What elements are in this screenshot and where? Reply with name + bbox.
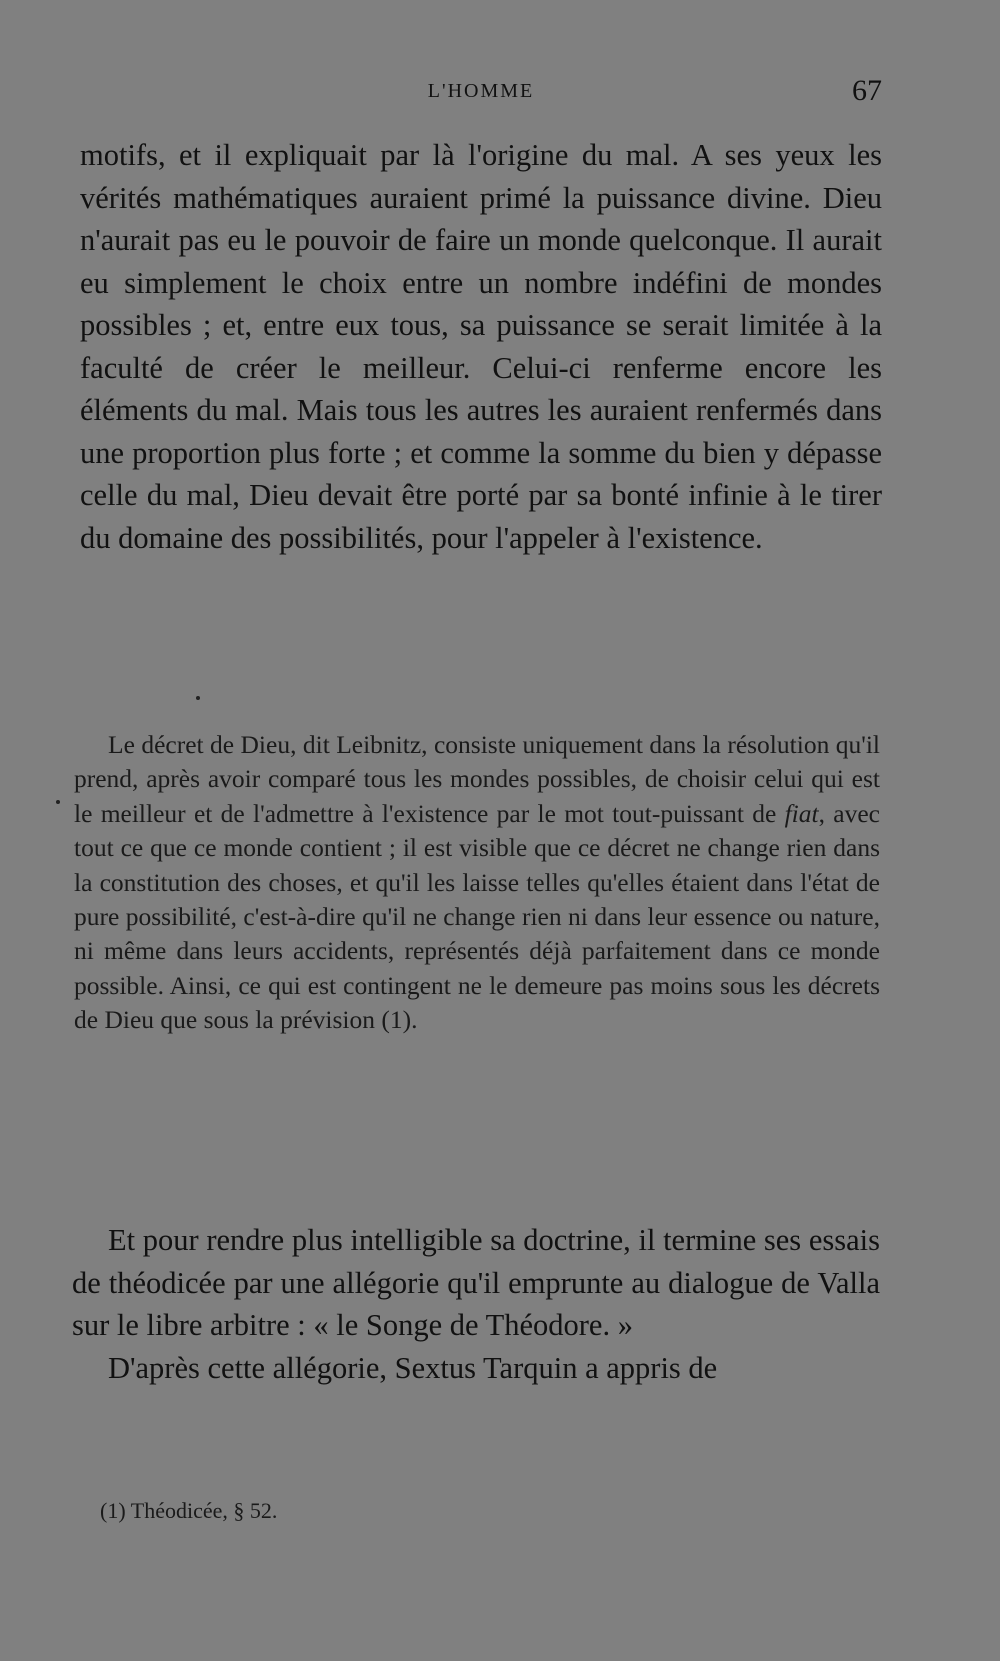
print-speck bbox=[196, 696, 200, 700]
quotation-text-start: Le décret de Dieu, dit Leibnitz, consiste uniquement dans la résolution qu'il prend, après avoir comparé tous les mondes possibles, de choisir celui qui est le meilleur et de l'admettre à l'existence par le mot tout-puissant de bbox=[74, 730, 880, 828]
paragraph-3: D'après cette allégorie, Sextus Tarquin a appris de bbox=[108, 1350, 718, 1385]
paragraph-1: motifs, et il expliquait par là l'origine du mal. A ses yeux les vérités mathématiques auraient primé la puissance divine. Dieu n'aurait pas eu le pouvoir de faire un monde quelconque. Il aurait eu simplement le choix entre un nombre indéfini de mondes possibles ; et, entre eux tous, sa puissance se serait limitée à la faculté de créer le meilleur. Celui-ci renferme encore les éléments du mal. Mais tous les autres les auraient renfermés dans une proportion plus forte ; et comme la somme du bien y dépasse celle du mal, Dieu devait être porté par sa bonté infinie à le tirer du domaine des possibilités, pour l'appeler à l'existence. bbox=[80, 138, 882, 555]
page-header bbox=[80, 76, 882, 106]
quotation-text-end: , avec tout ce que ce monde contient ; il est visible que ce décret ne change rien dans la constitution des choses, et qu'il les laisse telles qu'elles étaient dans l'état de pure possibilité, c'est-à-dire qu'il ne change rien ni dans leur essence ou nature, ni même dans leurs accidents, représentés déjà parfaitement dans ce monde possible. Ainsi, ce qui est contingent ne le demeure pas moins sous les décrets de Dieu que sous la prévision (1). bbox=[74, 798, 880, 1035]
leibniz-quotation bbox=[74, 728, 880, 1038]
quotation-paragraph bbox=[74, 728, 880, 1038]
running-title: L'HOMME bbox=[427, 80, 535, 102]
paragraph-2: Et pour rendre plus intelligible sa doctrine, il termine ses essais de théodicée par une allégorie qu'il emprunte au dialogue de Valla sur le libre arbitre : « le Songe de Théodore. » bbox=[72, 1223, 880, 1342]
fiat-italic: fiat bbox=[784, 798, 819, 828]
main-text-block bbox=[80, 134, 882, 559]
print-speck bbox=[56, 800, 60, 804]
continuation-text-block bbox=[72, 1219, 880, 1389]
page-number: 67 bbox=[852, 74, 882, 107]
footnote: (1) Théodicée, § 52. bbox=[100, 1498, 278, 1523]
